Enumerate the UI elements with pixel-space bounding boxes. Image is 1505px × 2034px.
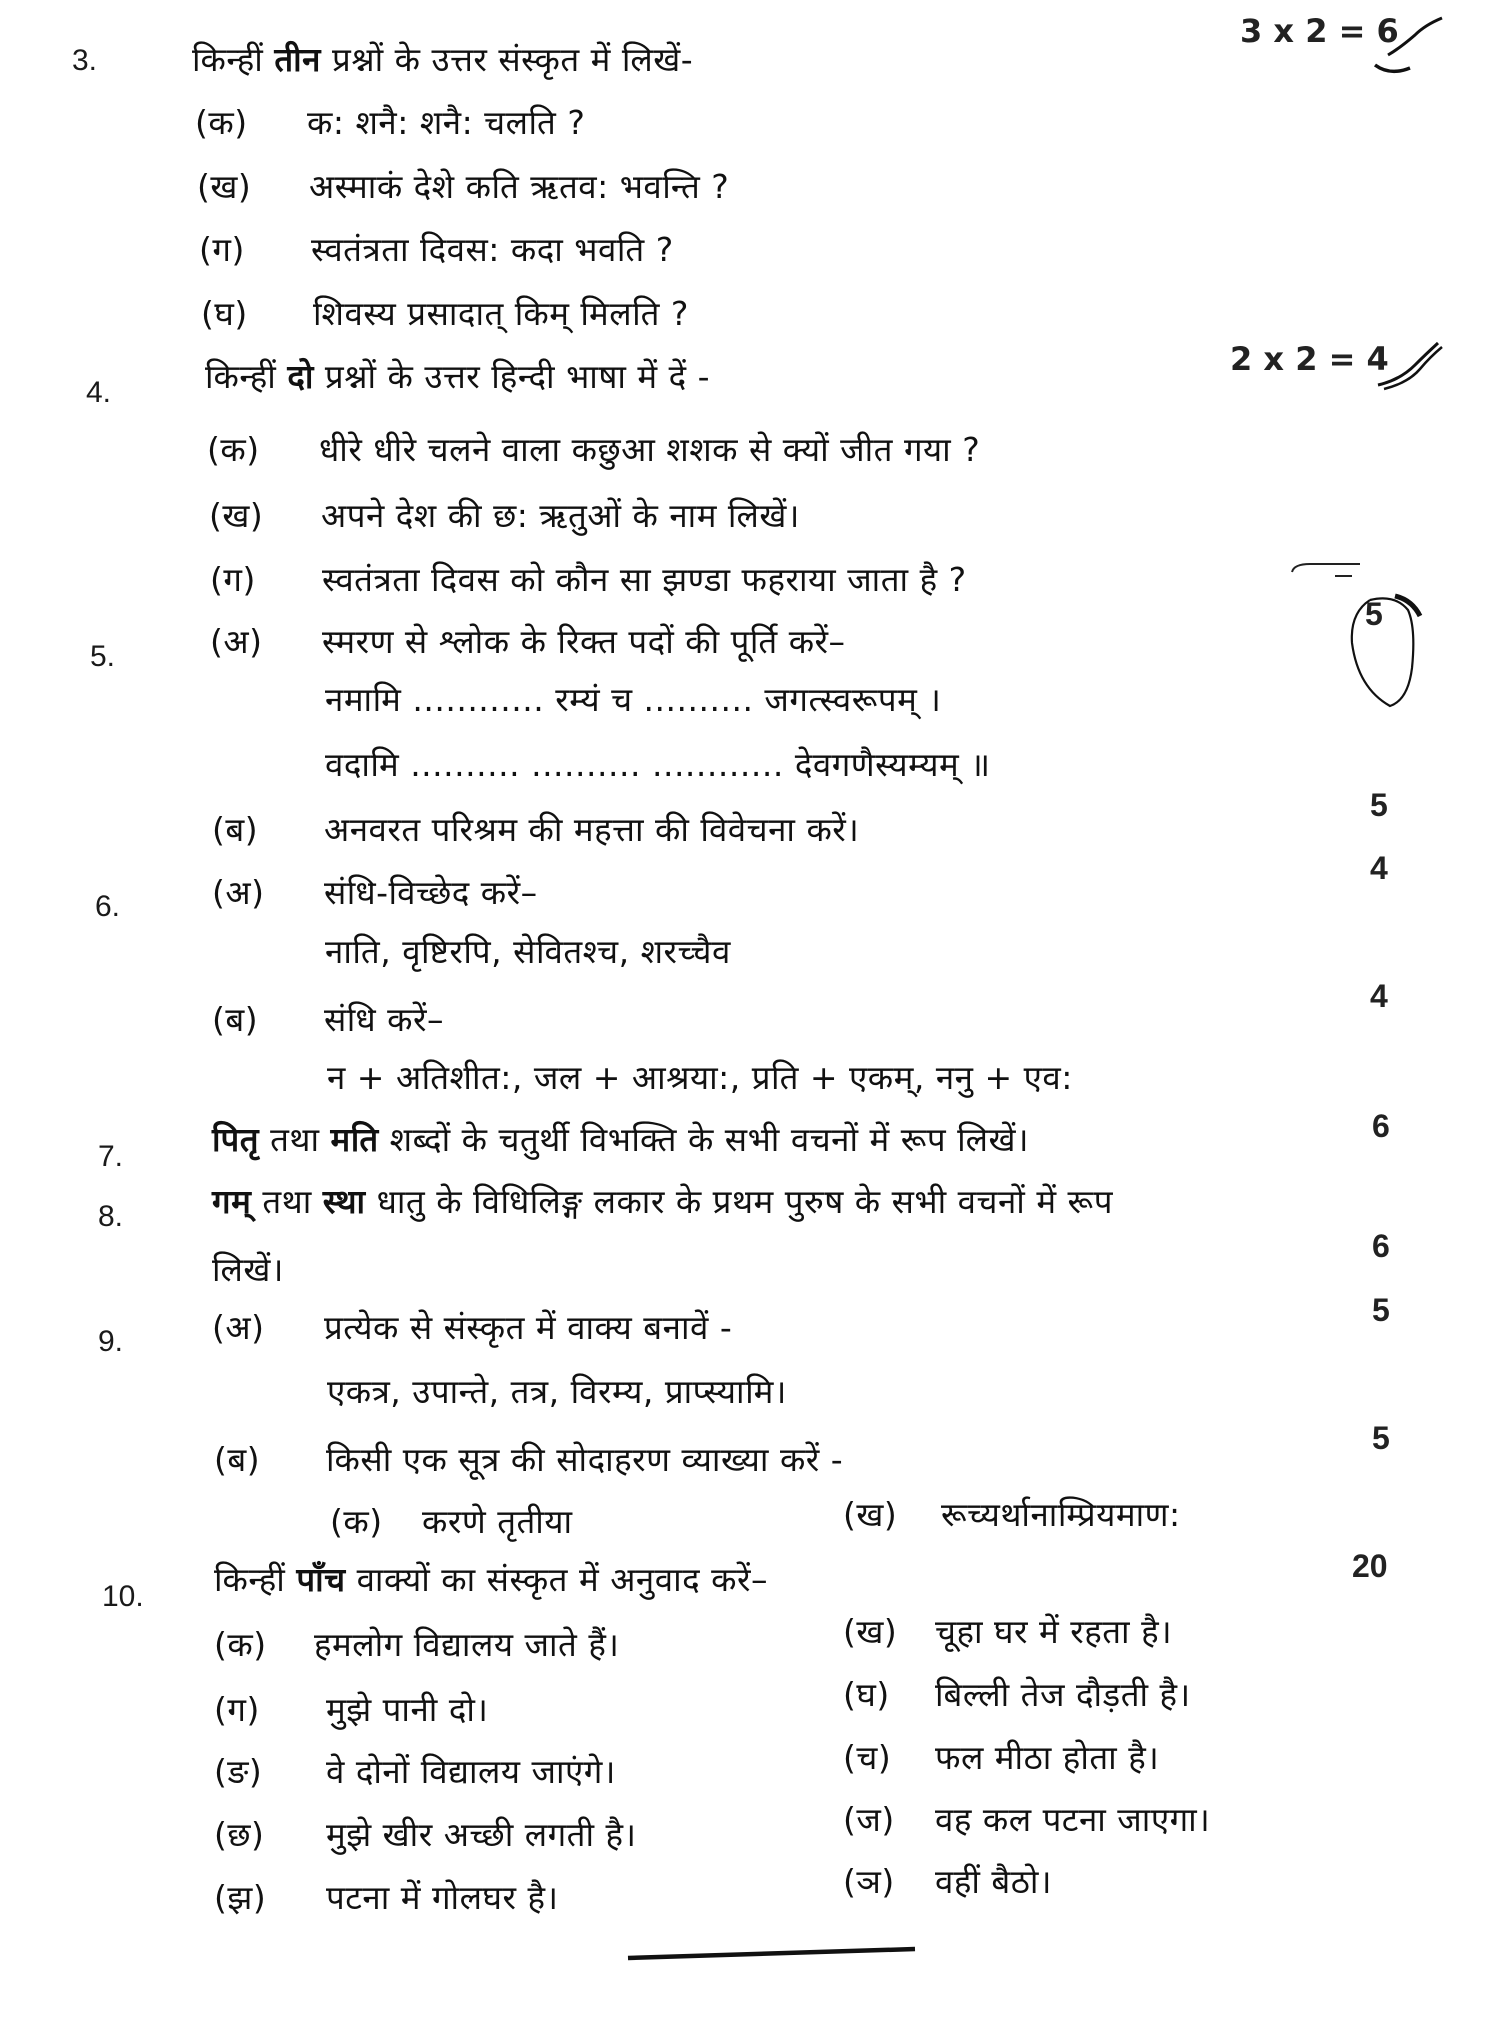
question-9b-marks: 5 [1372, 1420, 1390, 1456]
item-text: शिवस्य प्रसादात् किम् मिलति ? [313, 294, 689, 333]
question-6b-marks: 4 [1370, 978, 1388, 1014]
pen-scribble-icon [1290, 558, 1370, 588]
question-number-5: 5. [90, 640, 116, 673]
item-label: (ग) [210, 560, 256, 599]
item-text: हमलोग विद्यालय जाते हैं। [314, 1625, 620, 1664]
prompt-bold-word: स्था [322, 1182, 366, 1221]
item-text: अस्माकं देशे कति ऋतव: भवन्ति ? [309, 167, 730, 206]
sutra-option [330, 1502, 573, 1542]
question-5b-marks: 5 [1370, 787, 1388, 823]
verse-line-1: नमामि ............ रम्यं च .......... जगत्स्वरूपम् । [325, 680, 942, 719]
item-text: वहीं बैठो। [935, 1862, 1052, 1901]
item-text: स्वतंत्रता दिवस को कौन सा झण्डा फहराया जाता है ? [322, 560, 967, 599]
item-label: (ङ) [214, 1752, 263, 1791]
item-text: रूच्यर्थानाम्प्रियमाण: [941, 1495, 1181, 1534]
translation-item [214, 1752, 616, 1792]
question-number-8: 8. [98, 1200, 124, 1233]
item-text: वह कल पटना जाएगा। [935, 1800, 1211, 1839]
item-label: (अ) [212, 1308, 265, 1347]
question-4-prompt [205, 357, 710, 397]
question-8-marks: 6 [1372, 1228, 1390, 1264]
translation-item [843, 1738, 1159, 1778]
item-label: (क) [207, 430, 260, 469]
item-label: (क) [214, 1625, 267, 1664]
question-number-3: 3. [72, 44, 98, 77]
item-label: (घ) [201, 294, 248, 333]
item-text: चूहा घर में रहता है। [935, 1612, 1173, 1651]
prompt-bold-word: गम् [212, 1182, 252, 1221]
sandhi-words: न + अतिशीत:, जल + आश्रया:, प्रति + एकम्, ननु + एव: [327, 1058, 1073, 1097]
question-4-marks: 2 x 2 = 4 [1230, 340, 1389, 378]
prompt-text: किन्हीं [192, 40, 275, 79]
question-9b [214, 1440, 843, 1480]
question-5a-marks: 5 [1365, 596, 1383, 632]
question-3-item [195, 103, 585, 143]
item-label: (झ) [214, 1878, 267, 1917]
question-5a [210, 622, 846, 662]
item-text: धीरे धीरे चलने वाला कछुआ शशक से क्यों जीत गया ? [319, 430, 981, 469]
translation-item [843, 1675, 1191, 1715]
item-text: बिल्ली तेज दौड़ती है। [935, 1675, 1191, 1714]
item-label: (ख) [197, 167, 252, 206]
item-text: संधि करें– [324, 1000, 444, 1039]
prompt-bold-word: दो [287, 357, 314, 396]
prompt-text: तथा [251, 1182, 323, 1221]
question-10-prompt [214, 1560, 768, 1600]
prompt-text: प्रश्नों के उत्तर संस्कृत में लिखें- [321, 40, 694, 79]
item-text: स्वतंत्रता दिवस: कदा भवति ? [311, 230, 674, 269]
prompt-text: प्रश्नों के उत्तर हिन्दी भाषा में दें - [313, 357, 711, 396]
question-3-marks: 3 x 2 = 6 [1240, 12, 1399, 50]
circle-annotation-icon [1340, 588, 1440, 713]
translation-item [214, 1690, 488, 1730]
end-separator-line [625, 1945, 920, 1965]
sandhi-viched-words: नाति, वृष्टिरपि, सेवितश्च, शरच्चैव [325, 932, 731, 971]
item-text: संधि-विच्छेद करें– [324, 873, 538, 912]
prompt-text: किन्हीं [214, 1560, 297, 1599]
question-6a [212, 873, 538, 913]
verse-line-2: वदामि .......... .......... ............ देवगणैस्यम्यम् ॥ [325, 745, 991, 784]
item-text: अनवरत परिश्रम की महत्ता की विवेचना करें। [324, 810, 860, 849]
prompt-text: शब्दों के चतुर्थी विभक्ति के सभी वचनों में रूप लिखें। [378, 1120, 1030, 1159]
item-label: (ब) [214, 1440, 261, 1479]
translation-item [843, 1612, 1172, 1652]
question-4-item [207, 430, 980, 470]
question-4-item [209, 496, 800, 536]
question-3-item [197, 167, 729, 207]
item-text: करणे तृतीया [422, 1502, 573, 1541]
item-label: (ख) [843, 1495, 898, 1534]
check-mark-icon [1370, 10, 1450, 80]
question-3-item [201, 294, 689, 334]
item-label: (क) [195, 103, 248, 142]
translation-item [843, 1862, 1052, 1902]
translation-item [214, 1878, 558, 1918]
item-label: (ब) [212, 810, 259, 849]
question-7-prompt [212, 1120, 1029, 1160]
item-text: किसी एक सूत्र की सोदाहरण व्याख्या करें - [326, 1440, 844, 1479]
check-mark-icon [1370, 335, 1450, 395]
question-6b [212, 1000, 444, 1040]
question-number-4: 4. [86, 376, 112, 409]
question-number-6: 6. [95, 890, 121, 923]
item-label: (ब) [212, 1000, 259, 1039]
item-text: प्रत्येक से संस्कृत में वाक्य बनावें - [324, 1308, 733, 1347]
item-text: फल मीठा होता है। [935, 1738, 1160, 1777]
item-text: वे दोनों विद्यालय जाएंगे। [326, 1752, 616, 1791]
item-label: (घ) [843, 1675, 890, 1714]
item-label: (ग) [214, 1690, 260, 1729]
translation-item [843, 1800, 1210, 1840]
item-label: (ञ) [843, 1862, 895, 1901]
item-label: (च) [843, 1738, 892, 1777]
question-3-prompt [192, 40, 693, 80]
question-8-prompt-line2: लिखें। [212, 1250, 284, 1289]
prompt-bold-word: मति [330, 1120, 379, 1159]
item-text: मुझे पानी दो। [326, 1690, 489, 1729]
translation-item [214, 1625, 619, 1665]
item-label: (ख) [209, 496, 264, 535]
item-label: (छ) [214, 1815, 265, 1854]
item-label: (ख) [843, 1612, 898, 1651]
prompt-text: किन्हीं [205, 357, 288, 396]
item-text: स्मरण से श्लोक के रिक्त पदों की पूर्ति करें– [322, 622, 846, 661]
question-4-item [210, 560, 967, 600]
translation-item [214, 1815, 637, 1855]
prompt-bold-word: पाँच [296, 1560, 346, 1599]
prompt-text: वाक्यों का संस्कृत में अनुवाद करें– [345, 1560, 768, 1599]
question-number-10: 10. [102, 1580, 144, 1613]
prompt-text: तथा [259, 1120, 331, 1159]
question-9a [212, 1308, 732, 1348]
item-label: (ग) [199, 230, 245, 269]
item-text: अपने देश की छ: ऋतुओं के नाम लिखें। [321, 496, 800, 535]
item-label: (अ) [212, 873, 265, 912]
prompt-text: धातु के विधिलिङ्ग लकार के प्रथम पुरुष के सभी वचनों में रूप [365, 1182, 1113, 1221]
question-8-prompt [212, 1182, 1113, 1222]
prompt-bold-word: पितृ [212, 1120, 260, 1159]
sutra-option [843, 1495, 1181, 1535]
item-text: क: शनै: शनै: चलति ? [307, 103, 586, 142]
item-label: (अ) [210, 622, 263, 661]
question-7-marks: 6 [1372, 1108, 1390, 1144]
prompt-bold-word: तीन [274, 40, 322, 79]
item-label: (ज) [843, 1800, 895, 1839]
item-text: मुझे खीर अच्छी लगती है। [326, 1815, 637, 1854]
vakya-words: एकत्र, उपान्ते, तत्र, विरम्य, प्राप्स्यामि। [327, 1372, 787, 1411]
question-number-7: 7. [98, 1140, 124, 1173]
question-number-9: 9. [98, 1325, 124, 1358]
question-10-marks: 20 [1352, 1548, 1388, 1584]
item-label: (क) [330, 1502, 383, 1541]
question-5b [212, 810, 859, 850]
question-9a-marks: 5 [1372, 1292, 1390, 1328]
item-text: पटना में गोलघर है। [326, 1878, 559, 1917]
question-6a-marks: 4 [1370, 850, 1388, 886]
question-3-item [199, 230, 674, 270]
